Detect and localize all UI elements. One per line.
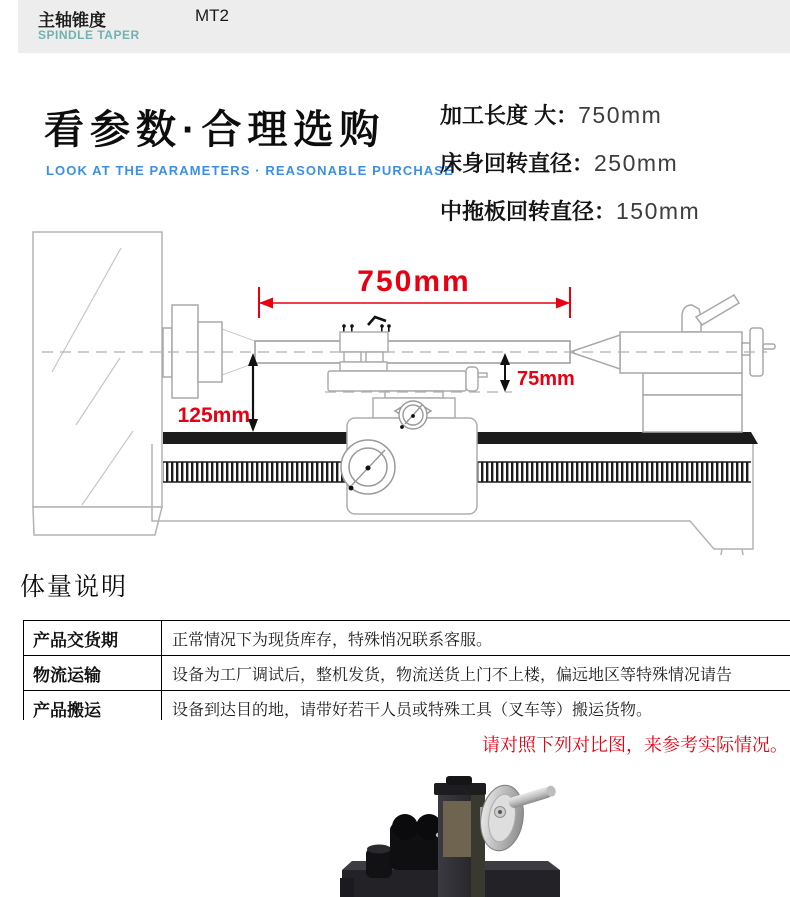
spec-strip [18, 0, 790, 53]
row-content: 设备为工厂调试后，整机发货，物流送货上门不上楼，偏远地区等特殊情况请告 [162, 656, 790, 691]
tailstock-handwheel [476, 782, 557, 854]
spec-list [440, 99, 700, 243]
spec-value: 150mm [616, 198, 701, 224]
row-label: 物流运输 [24, 656, 162, 691]
tailstock-photo [330, 775, 570, 897]
table-row-logistics [24, 656, 790, 691]
spec-value: 250mm [594, 150, 679, 176]
spec-label: 床身回转直径： [440, 151, 595, 176]
dim-length-label: 750mm [357, 265, 471, 298]
page-subtitle: LOOK AT THE PARAMETERS · REASONABLE PURCHASE [46, 163, 454, 178]
volume-table [23, 620, 790, 720]
carriage-handwheel [341, 440, 395, 494]
handwheel-handle [507, 785, 557, 810]
row-content: 正常情况下为现货库存，特殊悄况联系客服。 [162, 621, 790, 656]
spindle-taper-label-en: SPINDLE TAPER [38, 28, 140, 42]
lathe-dimension-diagram [20, 225, 780, 555]
spec-label: 中拖板回转直径： [440, 199, 617, 224]
dimension-750 [259, 265, 570, 318]
tailstock-drawing [570, 295, 775, 432]
spec-value: 750mm [578, 102, 663, 128]
table-row-delivery [24, 621, 790, 656]
compare-note: 请对照下列对比图，来参考实际情况。 [482, 735, 788, 755]
table-row-handling [24, 691, 790, 721]
clamp-knobs [366, 814, 444, 878]
spec-row-swing-over-bed [440, 147, 700, 195]
volume-section-title: 体量说明 [20, 573, 129, 601]
spec-row-working-length [440, 99, 700, 147]
spindle-taper-label-cn: 主轴锥度 [38, 11, 106, 30]
row-content: 设备到达目的地，请带好若干人员或特殊工具（叉车等）搬运货物。 [162, 691, 790, 721]
row-label: 产品搬运 [24, 691, 162, 721]
dim-center-height-label: 125mm [177, 404, 250, 427]
row-label: 产品交货期 [24, 621, 162, 656]
headstock-drawing [33, 232, 162, 535]
dim-tool-height-label: 75mm [517, 368, 575, 390]
page-title: 看参数·合理选购 [44, 108, 386, 152]
spec-label: 加工长度 大： [440, 103, 579, 128]
spindle-taper-value: MT2 [195, 6, 229, 25]
tailstock-column [434, 776, 486, 897]
